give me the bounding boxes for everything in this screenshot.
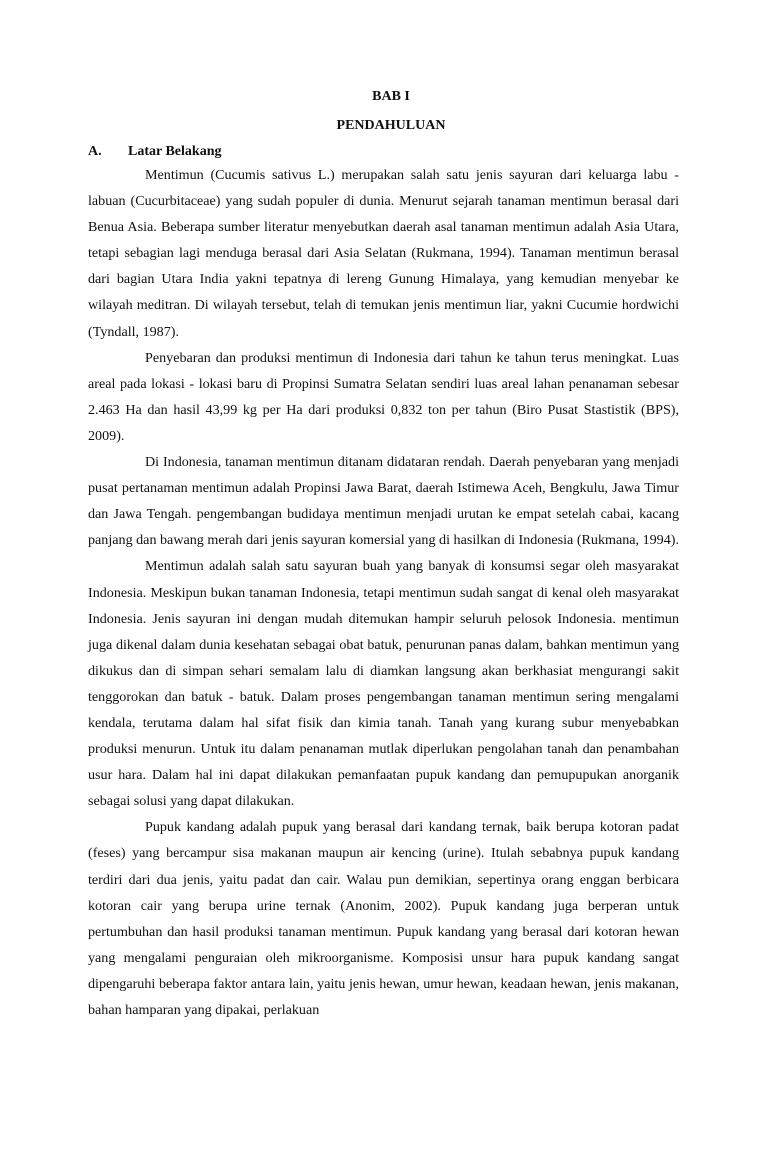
paragraph-3: Di Indonesia, tanaman mentimun ditanam didataran rendah. Daerah penyebaran yang menjadi pusat pertanaman mentimun adalah Propinsi Jawa Barat, daerah Istimewa Aceh, Bengkulu, Jawa Timur dan Jawa Tengah. pengembangan budidaya mentimun menjadi urutan ke empat setelah cabai, kacang panjang dan bawang merah dari jenis sayuran komersial yang di hasilkan di Indonesia (Rukmana, 1994). [88,454,679,549]
paragraph-2: Penyebaran dan produksi mentimun di Indonesia dari tahun ke tahun terus meningkat. Luas areal pada lokasi - lokasi baru di Propinsi Sumatra Selatan sendiri luas areal lahan penanaman sebesar 2.463 Ha dan hasil 43,99 kg per Ha dari produksi 0,832 ton per tahun (Biro Pusat Stastistik (BPS), 2009). [88,349,679,444]
paragraph-5: Pupuk kandang adalah pupuk yang berasal dari kandang ternak, baik berupa kotoran padat (feses) yang bercampur sisa makanan maupun air kencing (urine). Itulah sebabnya pupuk kandang terdiri dari dua jenis, yaitu padat dan cair. Walau pun demikian, sepertinya orang enggan berbicara kotoran cair yang berupa urine ternak (Anonim, 2002). Pupuk kandang juga berperan untuk pertumbuhan dan hasil produksi tanaman mentimun. Pupuk kandang yang berasal dari kotoran hewan yang mengalami penguraian oleh mikroorganisme. Komposisi unsur hara pupuk kandang sangat dipengaruhi beberapa faktor antara lain, yaitu jenis hewan, umur hewan, keadaan hewan, jenis makanan, bahan hamparan yang dipakai, perlakuan [88,819,679,1018]
section-heading [88,143,221,161]
section-number: A. [88,144,102,159]
chapter-number [0,88,768,106]
paragraph-4: Mentimun adalah salah satu sayuran buah yang banyak di konsumsi segar oleh masyarakat Indonesia. Meskipun bukan tanaman Indonesia, tetapi mentimun sudah sangat di kenal oleh masyarakat Indonesia. Jenis sayuran ini dengan mudah ditemukan hampir seluruh pelosok Indonesia. mentimun juga dikenal dalam dunia kesehatan sebagai obat batuk, penurunan panas dalam, bahkan mentimun yang dikukus dan di simpan sehari semalam lalu di diamkan langsung akan berkhasiat mengurangi sakit tenggorokan dan batuk - batuk. Dalam proses pengembangan tanaman mentimun sering mengalami kendala, terutama dalam hal sifat fisik dan kimia tanah. Tanah yang kurang subur menyebabkan produksi menurun. Untuk itu dalam penanaman mutlak diperlukan pengolahan tanah dan penambahan usur hara. Dalam hal ini dapat dilakukan pemanfaatan pupuk kandang dan pemupupukan anorganik sebagai solusi yang dapat dilakukan. [88,558,679,810]
chapter-number-text: BAB I [372,89,410,104]
chapter-title-text: PENDAHULUAN [336,118,446,133]
chapter-title [0,117,768,135]
body-text [88,162,679,1023]
section-title: Latar Belakang [128,144,222,159]
paragraph-1: Mentimun (Cucumis sativus L.) merupakan salah satu jenis sayuran dari keluarga labu - labuan (Cucurbitaceae) yang sudah populer di dunia. Menurut sejarah tanaman mentimun berasal dari Benua Asia. Beberapa sumber literatur menyebutkan daerah asal tanaman mentimun adalah Asia Utara, tetapi sebagian lagi menduga berasal dari Asia Selatan (Rukmana, 1994). Tanaman mentimun berasal dari bagian Utara India yakni tepatnya di lereng Gunung Himalaya, yang kemudian menyebar ke wilayah meditran. Di wilayah tersebut, telah di temukan jenis mentimun liar, yakni Cucumie hordwichi (Tyndall, 1987). [88,167,679,340]
